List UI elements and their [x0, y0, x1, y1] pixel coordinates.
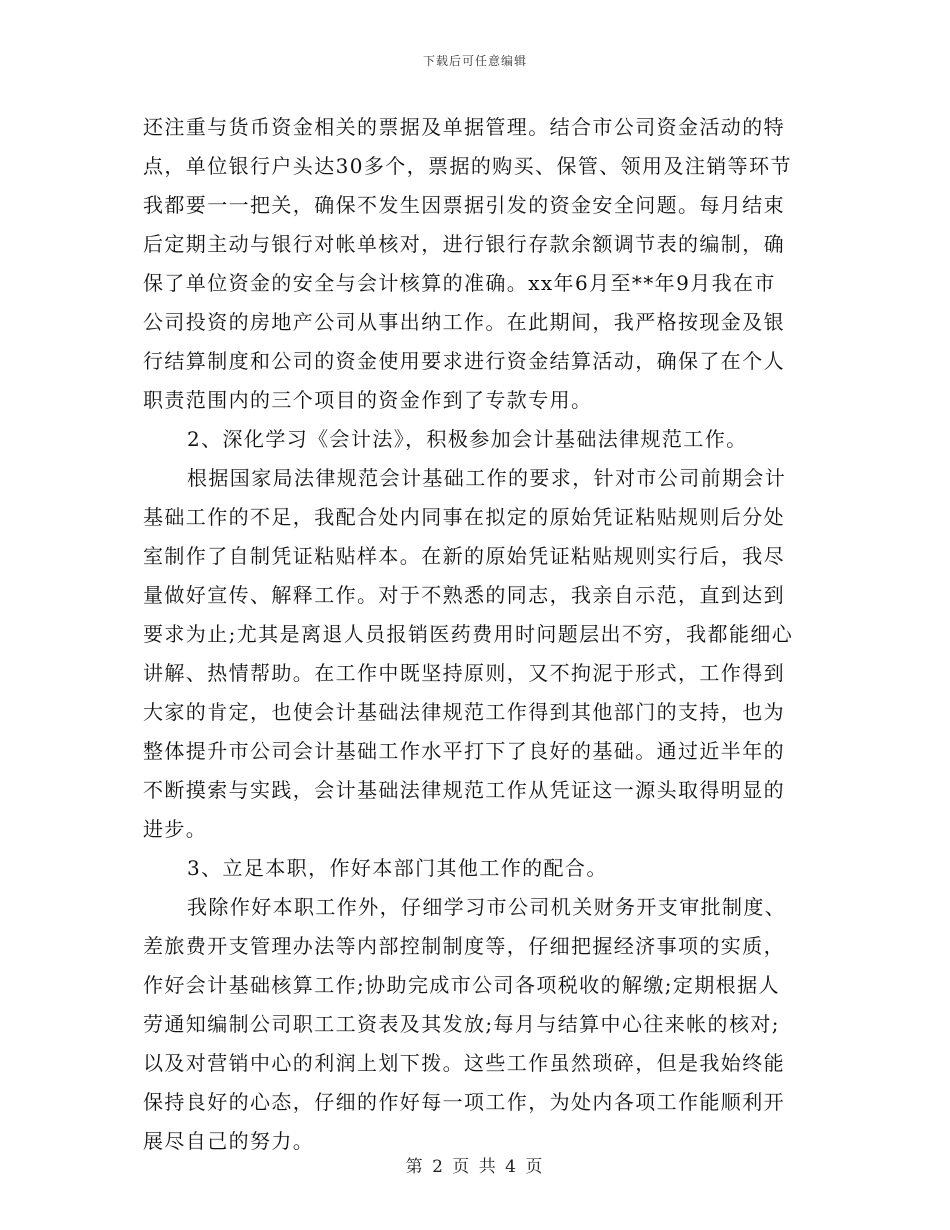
text-line: 整体提升市公司会计基础工作水平打下了良好的基础。通过近半年的: [143, 739, 785, 763]
text-line: 量做好宣传、解释工作。对于不熟悉的同志，我亲自示范，直到达到: [143, 583, 785, 607]
text-line: 2、深化学习《会计法》，积极参加会计基础法律规范工作。: [187, 427, 748, 451]
page-header-note: 下载后可任意编辑: [422, 54, 527, 68]
paragraph: [143, 108, 807, 420]
document-body: [143, 108, 807, 1161]
text-line: 室制作了自制凭证粘贴样本。在新的原始凭证粘贴规则实行后，我尽: [143, 544, 785, 568]
text-line: 根据国家局法律规范会计基础工作的要求，针对市公司前期会计: [187, 466, 787, 490]
text-line: 行结算制度和公司的资金使用要求进行资金结算活动，确保了在个人: [143, 349, 785, 373]
text-line: 职责范围内的三个项目的资金作到了专款专用。: [143, 388, 593, 412]
paragraph: [143, 849, 807, 888]
text-line: 差旅费开支管理办法等内部控制制度等，仔细把握经济事项的实质，: [143, 934, 785, 958]
paragraph: [143, 459, 807, 849]
text-line: 我都要一一把关，确保不发生因票据引发的资金安全问题。每月结束: [143, 193, 785, 217]
text-line: 大家的肯定，也使会计基础法律规范工作得到其他部门的支持，也为: [143, 700, 785, 724]
text-line: 还注重与货币资金相关的票据及单据管理。结合市公司资金活动的特: [143, 115, 785, 139]
text-line: 进步。: [143, 817, 208, 841]
text-line: 后定期主动与银行对帐单核对，进行银行存款余额调节表的编制，确: [143, 232, 785, 256]
text-line: 点，单位银行户头达30多个，票据的购买、保管、领用及注销等环节: [143, 154, 792, 178]
page-footer: 第 2 页 共 4 页: [405, 1157, 545, 1177]
text-line: 作好会计基础核算工作;协助完成市公司各项税收的解缴;定期根据人: [143, 973, 780, 997]
paragraph: [143, 420, 807, 459]
text-line: 展尽自己的努力。: [143, 1129, 315, 1153]
text-line: 基础工作的不足，我配合处内同事在拟定的原始凭证粘贴规则后分处: [143, 505, 785, 529]
paragraph: [143, 888, 807, 1161]
text-line: 要求为止;尤其是离退人员报销医药费用时问题层出不穷，我都能细心: [143, 622, 794, 646]
text-line: 保持良好的心态，仔细的作好每一项工作，为处内各项工作能顺利开: [143, 1090, 785, 1114]
text-line: 保了单位资金的安全与会计核算的准确。xx年6月至**年9月我在市: [143, 271, 776, 295]
text-line: 以及对营销中心的利润上划下拨。这些工作虽然琐碎，但是我始终能: [143, 1051, 785, 1075]
text-line: 我除作好本职工作外，仔细学习市公司机关财务开支审批制度、: [187, 895, 787, 919]
text-line: 劳通知编制公司职工工资表及其发放;每月与结算中心往来帐的核对;: [143, 1012, 780, 1036]
text-line: 不断摸索与实践，会计基础法律规范工作从凭证这一源头取得明显的: [143, 778, 785, 802]
text-line: 公司投资的房地产公司从事出纳工作。在此期间，我严格按现金及银: [143, 310, 785, 334]
text-line: 3、立足本职，作好本部门其他工作的配合。: [187, 856, 608, 880]
text-line: 讲解、热情帮助。在工作中既坚持原则，又不拘泥于形式，工作得到: [143, 661, 785, 685]
